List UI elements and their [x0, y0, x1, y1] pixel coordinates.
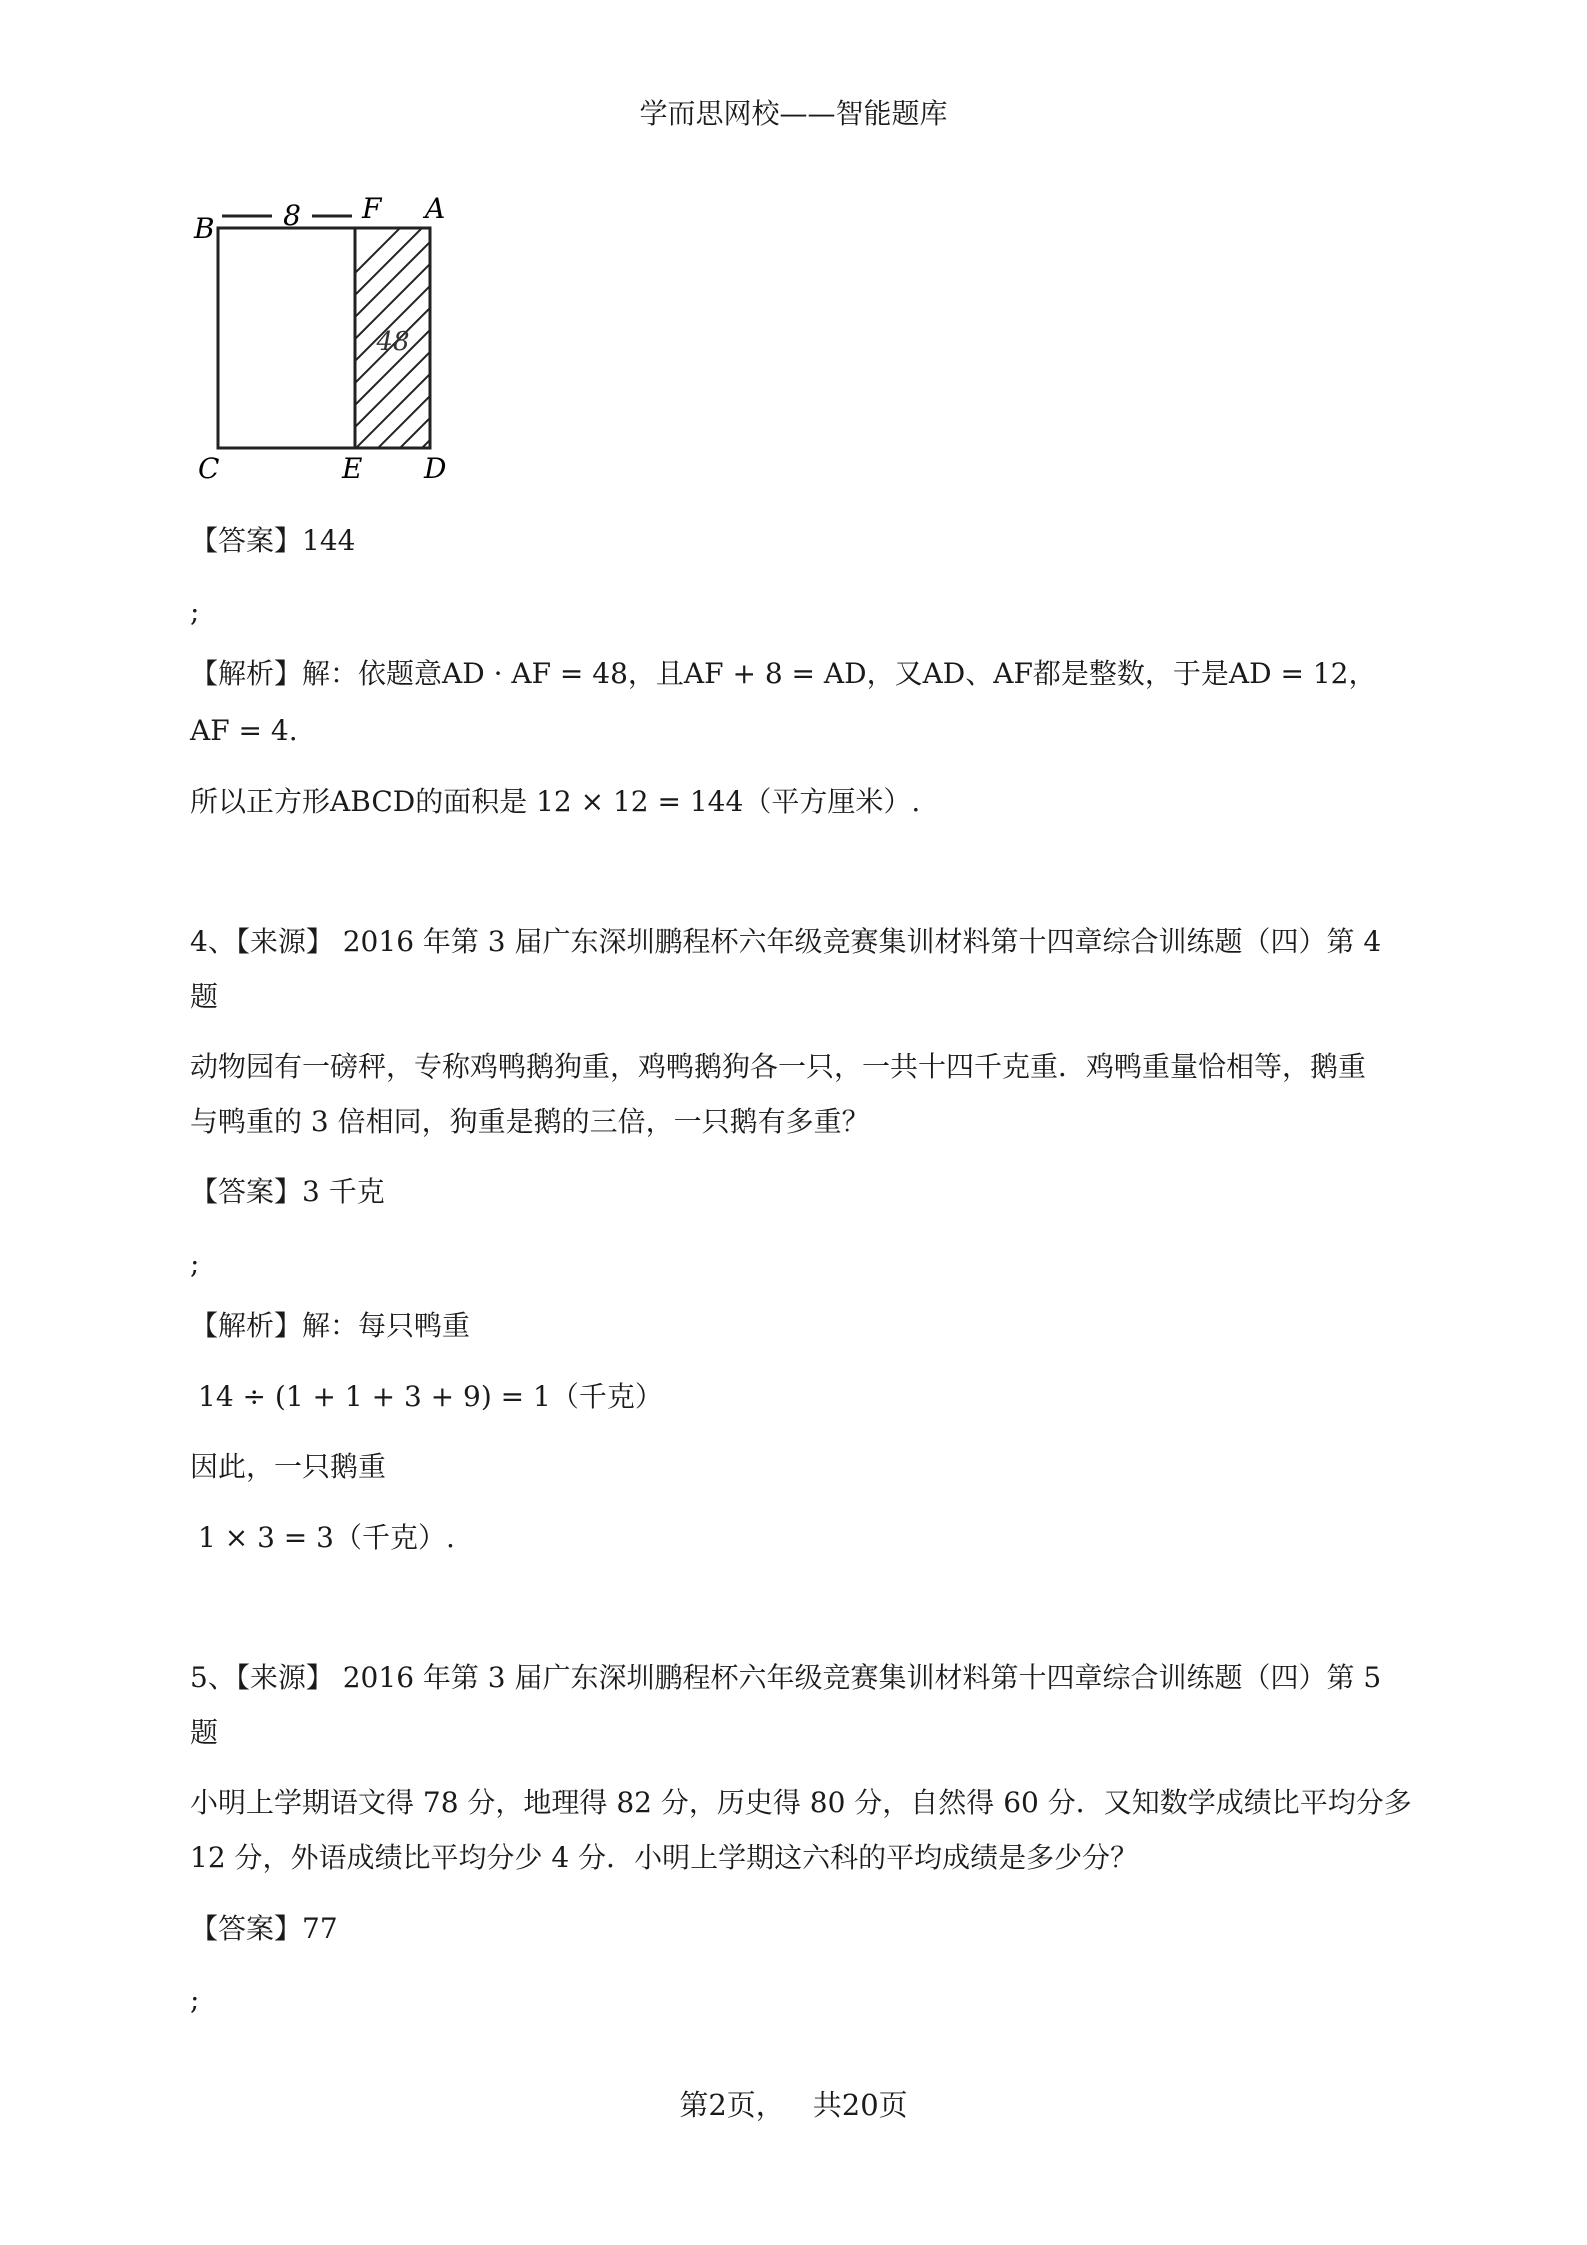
- q4-question-line1: 动物园有一磅秤，专称鸡鸭鹅狗重，鸡鸭鹅狗各一只，一共十四千克重．鸡鸭重量恰相等，鹅重: [190, 1050, 1367, 1083]
- q5-question-line2: 12 分，外语成绩比平均分少 4 分．小明上学期这六科的平均成绩是多少分？: [190, 1841, 1139, 1874]
- source-text: 2016 年第 3 届广东深圳鹏程杯六年级竞赛集训材料第十四章综合训练题（四）第 4: [333, 925, 1382, 958]
- page-total: 共20页: [812, 2088, 908, 2122]
- q4-analysis-line1: [190, 1309, 471, 1342]
- label-a: A: [425, 192, 446, 225]
- label-d: D: [424, 452, 447, 485]
- answer-value: 144: [302, 524, 356, 557]
- answer-value: 77: [302, 1912, 338, 1945]
- analysis-label: 【解析】: [190, 657, 303, 690]
- question-number: 4、: [190, 925, 236, 958]
- label-e: E: [342, 452, 363, 485]
- q5-answer: [190, 1912, 338, 1945]
- analysis-text: 解：依题意AD · AF = 48，且AF + 8 = AD，又AD、AF都是整数，于是AD = 12，: [302, 657, 1377, 690]
- square-figure: [180, 188, 470, 488]
- source-label: 【来源】: [235, 1661, 334, 1694]
- answer-label: 【答案】: [190, 524, 303, 557]
- label-f: F: [362, 192, 382, 225]
- q5-question-line1: 小明上学期语文得 78 分，地理得 82 分，历史得 80 分，自然得 60 分．又知数学成绩比平均分多: [190, 1786, 1412, 1819]
- answer-value: 3 千克: [302, 1175, 385, 1208]
- source-label: 【来源】: [235, 925, 334, 958]
- q4-source: [190, 925, 1382, 958]
- q5-source-cont: 题: [190, 1716, 219, 1749]
- q3-analysis-line1: [190, 657, 1377, 690]
- source-text: 2016 年第 3 届广东深圳鹏程杯六年级竞赛集训材料第十四章综合训练题（四）第 5: [333, 1661, 1382, 1694]
- q4-analysis-eq2: 1 × 3 = 3（千克）.: [198, 1521, 455, 1554]
- page-header: 学而思网校——智能题库: [639, 97, 948, 130]
- q3-analysis-line3: 所以正方形ABCD的面积是 12 × 12 = 144（平方厘米）.: [190, 785, 921, 818]
- separator: ;: [190, 1247, 200, 1280]
- page-number: 第2页，: [679, 2088, 785, 2122]
- analysis-label: 【解析】: [190, 1309, 303, 1342]
- dim-label-8: 8: [283, 199, 301, 232]
- separator: ;: [190, 1983, 200, 2016]
- q3-answer: [190, 524, 356, 557]
- q5-source: [190, 1661, 1382, 1694]
- q4-answer: [190, 1175, 385, 1208]
- label-b: B: [194, 212, 215, 245]
- separator: ;: [190, 595, 200, 628]
- label-c: C: [198, 452, 220, 485]
- q3-analysis-line2: AF = 4.: [190, 714, 298, 747]
- question-number: 5、: [190, 1661, 236, 1694]
- q4-source-cont: 题: [190, 980, 219, 1013]
- analysis-text: 解：每只鸭重: [302, 1309, 471, 1342]
- q4-question-line2: 与鸭重的 3 倍相同，狗重是鹅的三倍，一只鹅有多重？: [190, 1105, 870, 1138]
- q4-analysis-line2: 因此，一只鹅重: [190, 1450, 387, 1483]
- shaded-area-label: 48: [376, 327, 410, 357]
- q4-analysis-eq1: 14 ÷ (1 + 1 + 3 + 9) = 1（千克）: [198, 1380, 663, 1413]
- answer-label: 【答案】: [190, 1912, 303, 1945]
- page-footer: [0, 2088, 1587, 2122]
- answer-label: 【答案】: [190, 1175, 303, 1208]
